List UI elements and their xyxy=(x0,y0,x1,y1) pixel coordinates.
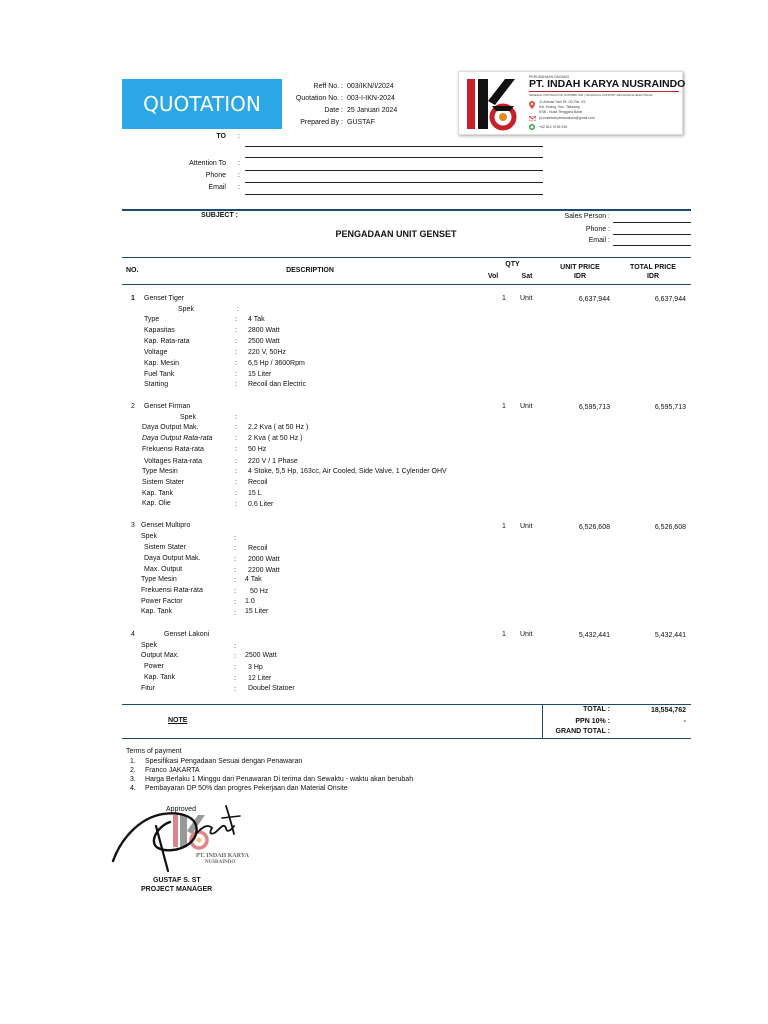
phone-label: Phone xyxy=(205,172,226,179)
item-1-kapasitas-colon: : xyxy=(235,327,237,334)
item-3-mesin-label: Type Mesin xyxy=(141,576,177,583)
item-3-daya-value: 2000 Watt xyxy=(248,556,280,563)
term-4-no: 4. xyxy=(130,785,136,792)
item-4-no: 4 xyxy=(131,631,135,638)
item-1-spec-label: Spek xyxy=(178,306,194,313)
quotation-number-label: Quotation No. : xyxy=(295,95,343,102)
item-2-volt-label: Voltages Rata-rata xyxy=(144,458,202,465)
sales-email-line xyxy=(613,245,691,246)
item-3-sat: Unit xyxy=(520,523,533,530)
totals-top-rule xyxy=(122,704,691,705)
date-label: Date : xyxy=(324,107,343,114)
item-1-kaprata-colon: : xyxy=(235,338,237,345)
item-2-frek-value: 50 Hz xyxy=(248,446,267,453)
item-4-name: Genset Lakoni xyxy=(164,631,210,638)
item-3-tank-label: Kap. Tank xyxy=(141,608,173,615)
email-label: Email xyxy=(208,184,226,191)
company-logo-icon xyxy=(461,73,523,135)
quotation-title: QUOTATION xyxy=(122,79,282,129)
address-line-3: KSB - Nusa Tenggara Barat xyxy=(539,110,583,114)
item-1-kaprata-label: Kap. Rata-rata xyxy=(144,338,190,345)
item-2-total-price: 6,595,713 xyxy=(654,404,686,411)
col-unit-price-idr: IDR xyxy=(573,273,587,280)
item-3-mesin-colon: : xyxy=(234,577,236,584)
term-2-text: Franco JAKARTA xyxy=(145,767,200,774)
term-1-text: Spesifikasi Pengadaan Sesuai dengan Penawaran xyxy=(145,758,303,765)
item-2-olie-colon: : xyxy=(235,501,237,508)
item-3-daya-colon: : xyxy=(234,556,236,563)
item-1-unit-price: 6,637,944 xyxy=(578,296,610,303)
email-line xyxy=(245,194,543,195)
term-3-text: Harga Berlaku 1 Minggu dari Penawaran Di terima dan Sewaktu - waktu akan berubah xyxy=(145,776,414,783)
date-value: 25 Januari 2024 xyxy=(347,107,398,114)
item-4-power-colon: : xyxy=(234,664,236,671)
sales-phone-label: Phone : xyxy=(585,226,610,233)
item-4-spec-colon: : xyxy=(234,643,236,650)
approved-label: Approved xyxy=(166,806,196,813)
item-1-kapmesin-colon: : xyxy=(235,360,237,367)
col-total-price-idr: IDR xyxy=(646,273,660,280)
company-name: PT. INDAH KARYA NUSRAINDO xyxy=(529,78,686,90)
item-2-tank-label: Kap. Tank xyxy=(142,490,174,497)
item-1-voltage-colon: : xyxy=(235,349,237,356)
item-2-stater-label: Sistem Stater xyxy=(142,479,185,486)
item-4-output-value: 2500 Watt xyxy=(245,652,277,659)
item-4-fitur-colon: : xyxy=(234,686,236,693)
item-2-mesin-value: 4 Stoke, 5,5 Hp, 163cc, Air Cooled, Side Valve, 1 Cylender OHV xyxy=(248,468,447,475)
map-pin-icon xyxy=(529,101,535,109)
gmail-icon xyxy=(529,116,536,121)
item-1-no: 1 xyxy=(131,295,135,302)
item-1-sat: Unit xyxy=(520,295,533,302)
col-qty: QTY xyxy=(505,261,520,268)
item-2-olie-label: Kap. Olie xyxy=(142,500,171,507)
company-tagline: GENERAL CONTRACTOR, DISTRIBUTOR | TECHNICAL SUPPORT, MECHANICAL/ELECTRICAL xyxy=(529,93,654,97)
item-2-spec-colon: : xyxy=(235,414,237,421)
item-2-frek-label: Frekuensi Rata-rata xyxy=(142,446,204,453)
item-2-sat: Unit xyxy=(520,403,533,410)
item-2-name: Genset Firman xyxy=(144,403,191,410)
item-2-mesin-colon: : xyxy=(235,468,237,475)
item-2-unit-price: 6,595,713 xyxy=(578,404,610,411)
ppn-label: PPN 10% : xyxy=(575,718,610,725)
item-4-tank-value: 12 Liter xyxy=(248,675,272,682)
item-4-unit-price: 5,432,441 xyxy=(578,632,610,639)
subject-top-rule xyxy=(122,209,691,211)
item-3-no: 3 xyxy=(131,522,135,529)
item-3-frek-value: 50 Hz xyxy=(250,588,269,595)
item-1-total-price: 6,637,944 xyxy=(654,296,686,303)
item-3-pf-label: Power Factor xyxy=(141,598,183,605)
item-4-vol: 1 xyxy=(502,631,506,638)
item-3-spec-label: Spek xyxy=(141,533,157,540)
stamp-name-1: PT. INDAH KARYA xyxy=(196,853,249,859)
item-1-starting-label: Starting xyxy=(144,381,169,388)
item-2-daya-rata-value: 2 Kva ( at 50 Hz ) xyxy=(248,435,303,442)
item-1-fueltank-label: Fuel Tank xyxy=(144,371,175,378)
item-1-voltage-label: Voltage xyxy=(144,349,168,356)
item-2-stater-value: Recoil xyxy=(248,479,268,486)
item-1-kapmesin-value: 6,5 Hp / 3600Rpm xyxy=(248,360,305,367)
company-email: pt.indahkaryanusraindo@gmail.com xyxy=(539,116,595,120)
sales-person-line xyxy=(613,222,691,223)
item-3-stater-colon: : xyxy=(234,545,236,552)
attention-label: Attention To xyxy=(189,160,226,167)
col-description: DESCRIPTION xyxy=(286,267,334,274)
attention-line xyxy=(245,170,543,171)
item-2-stater-colon: : xyxy=(235,479,237,486)
note-label: NOTE xyxy=(168,717,188,724)
subject-value: PENGADAAN UNIT GENSET xyxy=(335,229,457,239)
item-3-spec-colon: : xyxy=(234,535,236,542)
item-4-fitur-label: Fitur xyxy=(141,685,155,692)
item-2-daya-rata-label: Daya Output Rata-rata xyxy=(142,435,213,442)
item-3-daya-label: Daya Output Mak. xyxy=(144,555,201,562)
item-2-no: 2 xyxy=(131,403,135,410)
term-4-text: Pembayaran DP 50% dan progres Pekerjaan dan Material Onsite xyxy=(145,785,348,792)
item-4-tank-label: Kap. Tank xyxy=(144,674,176,681)
company-type-label: PERUSAHAAN DAGANG xyxy=(529,75,570,79)
item-3-frek-colon: : xyxy=(234,588,236,595)
item-1-spec-colon: : xyxy=(237,306,239,313)
item-1-fueltank-value: 15 Liter xyxy=(248,371,272,378)
total-value: 18,554,762 xyxy=(650,707,686,714)
item-3-frek-label: Frekuensi Rata-rata xyxy=(141,587,203,594)
item-2-volt-value: 220 V / 1 Phase xyxy=(248,458,298,465)
item-3-total-price: 6,526,608 xyxy=(654,524,686,531)
item-4-spec-label: Spek xyxy=(141,642,157,649)
item-1-kapasitas-label: Kapasitas xyxy=(144,327,175,334)
item-1-fueltank-colon: : xyxy=(235,371,237,378)
col-sat: Sat xyxy=(521,273,533,280)
item-3-tank-value: 15 Liter xyxy=(245,608,269,615)
item-2-volt-colon: : xyxy=(235,458,237,465)
item-4-power-label: Power xyxy=(144,663,164,670)
total-label: TOTAL : xyxy=(583,706,610,713)
term-1-no: 1. xyxy=(130,758,136,765)
item-1-name: Genset Tiger xyxy=(144,295,185,302)
item-2-daya-mak-value: 2.2 Kva ( at 50 Hz ) xyxy=(248,424,309,431)
item-2-tank-value: 15 L xyxy=(248,490,262,497)
item-2-olie-value: 0,6 Liter xyxy=(248,501,274,508)
item-4-output-colon: : xyxy=(234,653,236,660)
stamp-name-2: NUSRAINDO xyxy=(205,860,236,865)
item-1-kapasitas-value: 2800 Watt xyxy=(248,327,280,334)
item-2-tank-colon: : xyxy=(235,490,237,497)
item-3-tank-colon: : xyxy=(234,610,236,617)
item-4-power-value: 3 Hp xyxy=(248,664,263,671)
item-3-stater-label: Sistem Stater xyxy=(144,544,187,551)
to-line-1 xyxy=(245,146,543,147)
item-2-daya-rata-colon: : xyxy=(235,435,237,442)
item-1-type-value: 4 Tak xyxy=(248,316,265,323)
item-1-kaprata-value: 2500 Watt xyxy=(248,338,280,345)
quotation-number-value: 003-I-IKN-2024 xyxy=(347,95,395,102)
item-4-output-label: Output Max. xyxy=(141,652,180,659)
address-line-1: Jl. Ahmad Yani Rt. 02/ Rw. 03, xyxy=(539,100,586,104)
item-1-type-colon: : xyxy=(235,316,237,323)
item-3-maxout-label: Max. Output xyxy=(144,566,183,573)
phone-line xyxy=(245,182,543,183)
table-header-bottom-rule xyxy=(122,284,691,285)
term-2-no: 2. xyxy=(130,767,136,774)
item-1-kapmesin-label: Kap. Mesin xyxy=(144,360,180,367)
item-2-frek-colon: : xyxy=(235,446,237,453)
signer-role: PROJECT MANAGER xyxy=(141,886,213,893)
attention-colon: : xyxy=(238,160,240,167)
reff-label: Reff No. : xyxy=(313,83,343,90)
sales-phone-line xyxy=(613,234,691,235)
item-2-daya-mak-colon: : xyxy=(235,424,237,431)
item-3-stater-value: Recoil xyxy=(248,545,268,552)
item-3-vol: 1 xyxy=(502,523,506,530)
handwritten-signature xyxy=(108,796,258,876)
item-4-sat: Unit xyxy=(520,631,533,638)
grand-total-label: GRAND TOTAL : xyxy=(555,728,610,735)
sales-email-label: Email : xyxy=(588,237,610,244)
prepared-by-label: Prepared By : xyxy=(300,119,343,126)
to-colon: : xyxy=(238,133,240,140)
term-3-no: 3. xyxy=(130,776,136,783)
col-unit-price: UNIT PRICE xyxy=(560,264,600,271)
email-colon: : xyxy=(238,184,240,191)
item-1-starting-colon: : xyxy=(235,381,237,388)
item-4-tank-colon: : xyxy=(234,675,236,682)
item-2-spec-label: Spek xyxy=(180,414,196,421)
item-3-pf-value: 1.0 xyxy=(245,598,255,605)
to-label: TO xyxy=(216,133,226,140)
col-total-price: TOTAL PRICE xyxy=(630,264,676,271)
prepared-by-value: GUSTAF xyxy=(347,119,375,126)
item-1-type-label: Type xyxy=(144,316,160,323)
company-letterhead xyxy=(458,71,686,135)
col-no: NO. xyxy=(126,267,139,274)
item-3-maxout-colon: : xyxy=(234,567,236,574)
item-3-pf-colon: : xyxy=(234,599,236,606)
ppn-value: - xyxy=(683,718,686,725)
item-1-voltage-value: 220 V, 50Hz xyxy=(248,349,286,356)
company-phone: +62 812 3745 516 xyxy=(539,125,568,129)
item-3-unit-price: 6,526,608 xyxy=(578,524,610,531)
terms-title: Terms of payment xyxy=(126,748,182,755)
item-4-total-price: 5,432,441 xyxy=(654,632,686,639)
item-2-mesin-label: Type Mesin xyxy=(142,468,178,475)
item-1-vol: 1 xyxy=(502,295,506,302)
signer-name: GUSTAF S. ST xyxy=(153,877,201,884)
item-3-maxout-value: 2200 Watt xyxy=(248,567,280,574)
item-4-fitur-value: Doubel Statoer xyxy=(248,685,295,692)
col-vol: Vol xyxy=(487,273,499,280)
item-2-vol: 1 xyxy=(502,403,506,410)
company-divider xyxy=(529,91,679,92)
item-3-mesin-value: 4 Tak xyxy=(245,576,262,583)
subject-label: SUBJECT : xyxy=(201,212,238,219)
item-3-name: Genset Multipro xyxy=(141,522,191,529)
item-1-starting-value: Recoil dan Electric xyxy=(248,381,306,388)
phone-colon: : xyxy=(238,172,240,179)
to-line-2 xyxy=(245,157,543,158)
address-line-2: Kel. Kuang, Kec. Taliwang xyxy=(539,105,580,109)
totals-bottom-rule xyxy=(122,738,691,739)
reff-value: 003/IKN/I/2024 xyxy=(347,83,394,90)
table-header-top-rule xyxy=(122,257,691,258)
item-2-daya-mak-label: Daya Output Mak. xyxy=(142,424,199,431)
sales-person-label: Sales Person : xyxy=(564,213,610,220)
whatsapp-icon xyxy=(529,124,535,130)
